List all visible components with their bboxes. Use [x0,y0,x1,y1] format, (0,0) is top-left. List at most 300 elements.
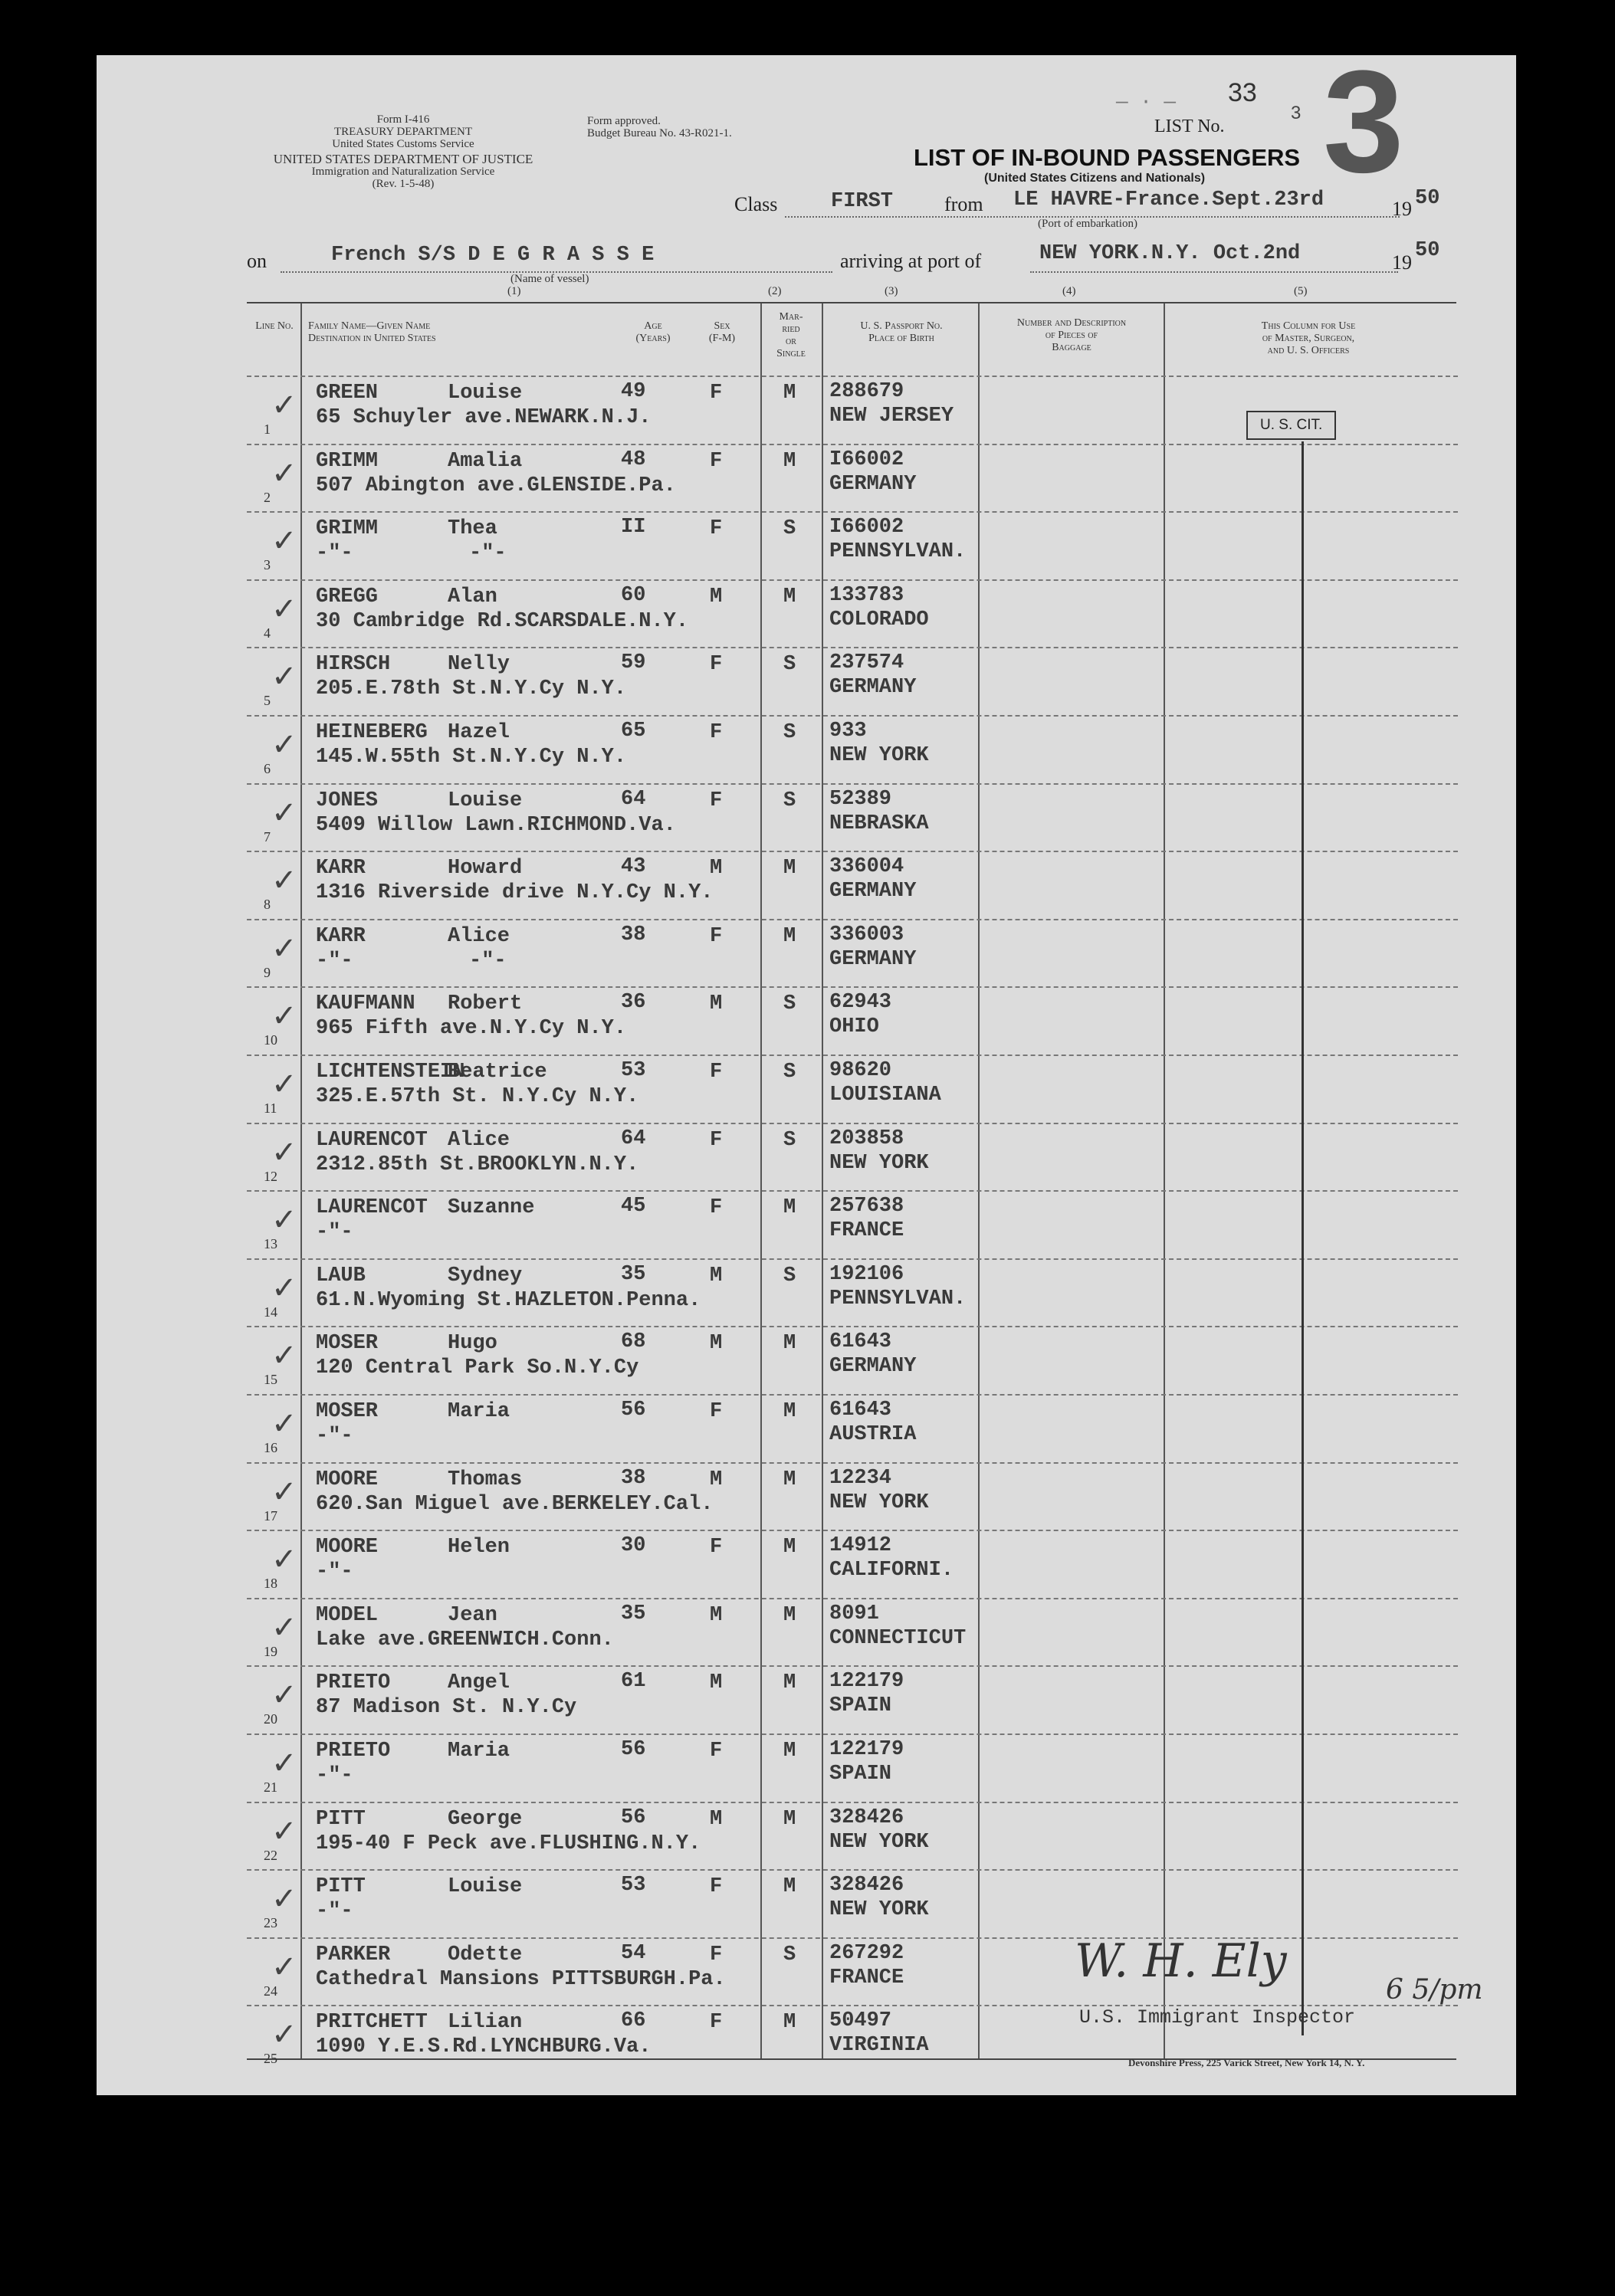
line-number: 14 [264,1304,277,1320]
family-name: KAUFMANN [316,992,415,1016]
family-name: PRIETO [316,1740,391,1763]
destination: 205.E.78th St.N.Y.Cy N.Y. [316,677,627,701]
line-number: 18 [264,1576,277,1592]
destination: -"- [316,1900,353,1924]
table-row [247,1123,1458,1192]
given-name: Odette [448,1943,523,1966]
family-name: LAUB [316,1264,366,1287]
sex: F [710,1196,723,1220]
sex: M [710,1264,723,1287]
age: 64 [621,1127,646,1150]
check-mark-icon: ✓ [271,863,297,899]
family-name: LAURENCOT [316,1196,428,1220]
passport-number: 62943 [829,991,892,1015]
age: 43 [621,855,646,879]
family-name: PARKER [316,1943,391,1966]
birth-place: LOUISIANA [829,1084,941,1107]
given-name: George [448,1807,523,1831]
year-prefix-1: 19 [1392,198,1412,220]
sex: M [710,1807,723,1831]
given-name: Beatrice [448,1061,547,1084]
list-no-big: 3 [1323,41,1404,203]
table-row [247,1055,1458,1124]
birth-place: SPAIN [829,1763,892,1786]
line-number: 4 [264,625,271,641]
family-name: LAURENCOT [316,1128,428,1152]
destination-ditto: -"- [469,542,507,566]
table-row [247,1530,1458,1599]
check-mark-icon: ✓ [271,2017,297,2053]
year-2: 50 [1415,239,1440,262]
table-row [247,511,1458,581]
check-mark-icon: ✓ [271,727,297,763]
given-name: Sydney [448,1264,523,1287]
table-row [247,1665,1458,1735]
table-row [247,715,1458,785]
line-number: 21 [264,1779,277,1795]
header-officers: This Column for Use of Master, Surgeon, and U. S. Officers [1261,320,1356,356]
header-age: Age (Years) [635,320,671,344]
passport-number: 122179 [829,1670,904,1694]
sex: M [710,1468,723,1491]
col-num-2: (2) [768,285,782,297]
passport-number: 14912 [829,1534,892,1558]
birth-place: COLORADO [829,608,929,631]
destination: Cathedral Mansions PITTSBURGH.Pa. [316,1967,726,1991]
table-row [247,851,1458,920]
passport-number: 50497 [829,2009,892,2033]
check-mark-icon: ✓ [271,1067,297,1102]
birth-place: PENNSYLVAN. [829,1287,967,1310]
family-name: LICHTENSTEIN [316,1061,465,1084]
family-name: GREEN [316,382,379,405]
line-number: 12 [264,1168,277,1184]
birth-place: FRANCE [829,1219,904,1243]
header-passport: U. S. Passport No. Place of Birth [860,320,943,344]
check-mark-icon: ✓ [271,591,297,627]
us-citizen-stamp: U. S. CIT. [1246,411,1336,440]
age: 59 [621,651,646,675]
family-name: KARR [316,857,366,881]
marital-status: M [783,1332,796,1356]
family-name: MOSER [316,1332,379,1356]
stamp-line [1302,441,1304,2035]
sex: F [710,1943,723,1966]
inspector-title: U.S. Immigrant Inspector [1079,2006,1356,2029]
birth-place: NEW YORK [829,744,929,767]
check-mark-icon: ✓ [271,795,297,831]
birth-place: NEW JERSEY [829,405,954,428]
class-field-line [785,216,1023,218]
marital-status: M [783,1807,796,1831]
birth-place: VIRGINIA [829,2034,929,2058]
family-name: JONES [316,789,379,812]
sex: F [710,1740,723,1763]
passport-number: 61643 [829,1330,892,1354]
marital-status: M [783,2011,796,2035]
age: 38 [621,923,646,946]
family-name: MOSER [316,1400,379,1423]
marital-status: M [783,1875,796,1899]
line-number: 24 [264,1983,277,1999]
col-num-5: (5) [1294,285,1308,297]
destination: 61.N.Wyoming St.HAZLETON.Penna. [316,1288,701,1312]
sex: M [710,585,723,608]
destination: -"- [316,1221,353,1245]
list-no-label: LIST No. [1154,116,1225,136]
check-mark-icon: ✓ [271,1338,297,1374]
birth-place: NEBRASKA [829,812,929,835]
check-mark-icon: ✓ [271,1881,297,1917]
ins-service: Immigration and Naturalization Service [311,166,495,178]
passport-number: I66002 [829,516,904,540]
age: 56 [621,1806,646,1829]
header-baggage: Number and Description of Pieces of Baggage [1016,317,1127,353]
marital-status: M [783,857,796,881]
given-name: Amalia [448,449,523,473]
passport-number: 8091 [829,1602,879,1625]
line-number: 25 [264,2051,277,2067]
age: 49 [621,380,646,403]
passport-number: 52389 [829,787,892,811]
arriving-label: arriving at port of [840,250,982,272]
check-mark-icon: ✓ [271,1134,297,1170]
age: II [621,516,646,540]
sex: F [710,789,723,812]
destination: 195-40 F Peck ave.FLUSHING.N.Y. [316,1832,701,1855]
given-name: Hazel [448,721,510,744]
age: 35 [621,1602,646,1625]
given-name: Louise [448,789,523,812]
sex: F [710,653,723,677]
given-name: Alice [448,924,510,948]
marital-status: S [783,721,796,744]
inspector-signature: W. H. Ely [1075,1934,1287,1988]
check-mark-icon: ✓ [271,1949,297,1985]
marital-status: M [783,585,796,608]
class-label: Class [734,193,778,215]
marital-status: S [783,992,796,1016]
check-mark-icon: ✓ [271,1474,297,1510]
family-name: PITT [316,1875,366,1899]
destination: 145.W.55th St.N.Y.Cy N.Y. [316,746,627,769]
marital-status: M [783,449,796,473]
birth-place: NEW YORK [829,1898,929,1922]
col-num-3: (3) [885,285,898,297]
table-row [247,647,1458,717]
marital-status: M [783,924,796,948]
passport-number: 257638 [829,1195,904,1219]
birth-place: GERMANY [829,1355,917,1379]
passport-number: 336003 [829,923,904,946]
given-name: Angel [448,1671,510,1695]
age: 64 [621,787,646,811]
passport-number: 288679 [829,380,904,403]
birth-place: CALIFORNI. [829,1559,954,1583]
passport-number: 267292 [829,1941,904,1965]
sex: F [710,382,723,405]
header-name: Family Name—Given Name Destination in United States [308,320,436,344]
line-number: 13 [264,1236,277,1252]
marital-status: S [783,1943,796,1966]
line-number: 1 [264,421,271,437]
table-row [247,1394,1458,1464]
birth-place: CONNECTICUT [829,1626,967,1650]
given-name: Nelly [448,653,510,677]
list-no-dashes: — · — [1116,90,1177,113]
age: 38 [621,1466,646,1490]
given-name: Louise [448,382,523,405]
marital-status: M [783,1536,796,1560]
table-row [247,1326,1458,1396]
sex: F [710,1536,723,1560]
given-name: Suzanne [448,1196,535,1220]
family-name: PRITCHETT [316,2011,428,2035]
sex: M [710,1603,723,1627]
destination: 87 Madison St. N.Y.Cy [316,1696,577,1720]
treasury-dept: TREASURY DEPARTMENT [333,126,473,138]
passport-number: 336004 [829,855,904,879]
table-row [247,986,1458,1056]
check-mark-icon: ✓ [271,1542,297,1578]
check-mark-icon: ✓ [271,1813,297,1849]
family-name: PRIETO [316,1671,391,1695]
given-name: Maria [448,1740,510,1763]
marital-status: M [783,1603,796,1627]
age: 60 [621,583,646,607]
line-number: 15 [264,1372,277,1388]
birth-place: AUSTRIA [829,1423,917,1446]
passport-number: 133783 [829,583,904,607]
line-number: 5 [264,693,271,709]
given-name: Louise [448,1875,523,1899]
table-row [247,1598,1458,1668]
sex: F [710,721,723,744]
check-mark-icon: ✓ [271,930,297,966]
check-mark-icon: ✓ [271,1609,297,1645]
year-prefix-2: 19 [1392,251,1412,274]
birth-place: SPAIN [829,1694,892,1718]
line-number: 2 [264,489,271,505]
sex: M [710,1671,723,1695]
sex: F [710,1875,723,1899]
given-name: Jean [448,1603,497,1627]
line-number: 10 [264,1032,277,1048]
given-name: Thea [448,517,497,541]
sex: F [710,2011,723,2035]
line-number: 6 [264,761,271,776]
sex: F [710,517,723,541]
header-married: Mar- ried or Single [776,311,806,359]
family-name: GRIMM [316,449,379,473]
marital-status: S [783,517,796,541]
passport-number: 192106 [829,1262,904,1286]
marital-status: S [783,789,796,812]
check-mark-icon: ✓ [271,1270,297,1306]
age: 54 [621,1941,646,1965]
table-row [247,1258,1458,1328]
passport-number: 61643 [829,1399,892,1422]
age: 61 [621,1670,646,1694]
birth-place: GERMANY [829,472,917,496]
age: 30 [621,1534,646,1558]
class-value: FIRST [831,190,894,213]
age: 35 [621,1262,646,1286]
destination: -"- [316,1560,353,1584]
line-number: 7 [264,828,271,845]
destination: 620.San Miguel ave.BERKELEY.Cal. [316,1492,714,1516]
printer-footer: Devonshire Press, 225 Varick Street, New York 14, N. Y. [1128,2057,1365,2068]
age: 53 [621,1874,646,1897]
passport-number: 237574 [829,651,904,675]
check-mark-icon: ✓ [271,1406,297,1442]
birth-place: PENNSYLVAN. [829,540,967,564]
table-row [247,1733,1458,1803]
destination-ditto: -"- [469,949,507,973]
marital-status: M [783,1468,796,1491]
form-subtitle: (United States Citizens and Nationals) [984,172,1206,185]
birth-place: NEW YORK [829,1491,929,1514]
form-approval [587,115,732,139]
header-line-no: Line No. [255,320,294,332]
age: 53 [621,1059,646,1082]
passport-number: 328426 [829,1806,904,1829]
destination: -"- [316,542,353,566]
marital-status: M [783,382,796,405]
destination: Lake ave.GREENWICH.Conn. [316,1628,614,1651]
marital-status: M [783,1400,796,1423]
check-mark-icon: ✓ [271,1746,297,1781]
sex: M [710,992,723,1016]
destination: 30 Cambridge Rd.SCARSDALE.N.Y. [316,609,689,633]
birth-place: NEW YORK [829,1151,929,1175]
birth-place: GERMANY [829,676,917,700]
check-mark-icon: ✓ [271,1678,297,1714]
from-label: from [944,193,983,215]
family-name: GREGG [316,585,379,608]
line-number: 20 [264,1711,277,1727]
family-name: GRIMM [316,517,379,541]
passport-number: 98620 [829,1059,892,1082]
justice-dept: UNITED STATES DEPARTMENT OF JUSTICE [273,152,533,166]
line-number: 11 [264,1100,277,1116]
destination: -"- [316,1425,353,1448]
given-name: Thomas [448,1468,523,1491]
sex: F [710,1061,723,1084]
passport-number: 203858 [829,1127,904,1150]
customs-service: United States Customs Service [332,138,474,150]
destination: 1316 Riverside drive N.Y.Cy N.Y. [316,881,714,905]
family-name: HEINEBERG [316,721,428,744]
age: 56 [621,1399,646,1422]
family-name: PITT [316,1807,366,1831]
passport-number: 122179 [829,1738,904,1761]
marital-status: S [783,1264,796,1287]
vessel-value: French S/S D E G R A S S E [331,244,655,267]
age: 65 [621,720,646,743]
check-mark-icon: ✓ [271,523,297,559]
port-embark-caption: (Port of embarkation) [1038,218,1137,230]
line-number: 16 [264,1440,277,1455]
marital-status: S [783,1061,796,1084]
family-name: KARR [316,924,366,948]
sex: F [710,1128,723,1152]
sex: M [710,1332,723,1356]
birth-place: GERMANY [829,947,917,971]
age: 66 [621,2009,646,2033]
marital-status: S [783,653,796,677]
sex: F [710,1400,723,1423]
table-row [247,1190,1458,1260]
marital-status: S [783,1128,796,1152]
given-name: Howard [448,857,523,881]
arrival-field-line [1030,271,1398,273]
destination: 507 Abington ave.GLENSIDE.Pa. [316,474,676,497]
passport-number: I66002 [829,448,904,471]
line-number: 8 [264,897,271,913]
age: 45 [621,1195,646,1219]
destination: 325.E.57th St. N.Y.Cy N.Y. [316,1085,639,1108]
given-name: Lilian [448,2011,523,2035]
table-row [247,444,1458,513]
check-mark-icon: ✓ [271,659,297,695]
marital-status: M [783,1740,796,1763]
col-num-1: (1) [507,285,521,297]
table-row [247,1869,1458,1939]
budget-bureau: Budget Bureau No. 43-R021-1. [587,127,732,139]
destination: 965 Fifth ave.N.Y.Cy N.Y. [316,1017,627,1041]
destination: -"- [316,949,353,973]
passport-number: 933 [829,720,867,743]
given-name: Maria [448,1400,510,1423]
from-value: LE HAVRE-France.Sept.23rd [1013,189,1324,212]
year-1: 50 [1415,187,1440,210]
form-agency-block [242,113,564,190]
birth-place: GERMANY [829,880,917,904]
table-row [247,783,1458,853]
birth-place: FRANCE [829,1966,904,1989]
marital-status: M [783,1196,796,1220]
vessel-caption: (Name of vessel) [510,273,589,285]
age: 36 [621,991,646,1015]
form-number: Form I-416 [376,113,430,126]
line-number: 19 [264,1643,277,1659]
destination: 65 Schuyler ave.NEWARK.N.J. [316,406,652,429]
destination: 120 Central Park So.N.Y.Cy [316,1356,639,1380]
passport-number: 328426 [829,1874,904,1897]
given-name: Robert [448,992,523,1016]
list-no-small: 3 [1291,103,1302,123]
line-number: 17 [264,1507,277,1524]
age: 68 [621,1330,646,1354]
passport-number: 12234 [829,1466,892,1490]
marital-status: M [783,1671,796,1695]
on-label: on [247,250,267,272]
birth-place: NEW YORK [829,1830,929,1854]
line-number: 9 [264,964,271,980]
line-number: 22 [264,1847,277,1863]
table-row [247,579,1458,649]
header-sex: Sex (F-M) [708,320,736,344]
table-row [247,1462,1458,1532]
check-mark-icon: ✓ [271,455,297,491]
line-number: 23 [264,1915,277,1931]
sex: F [710,924,723,948]
age: 56 [621,1738,646,1761]
family-name: HIRSCH [316,653,391,677]
birth-place: OHIO [829,1015,879,1039]
given-name: Alice [448,1128,510,1152]
